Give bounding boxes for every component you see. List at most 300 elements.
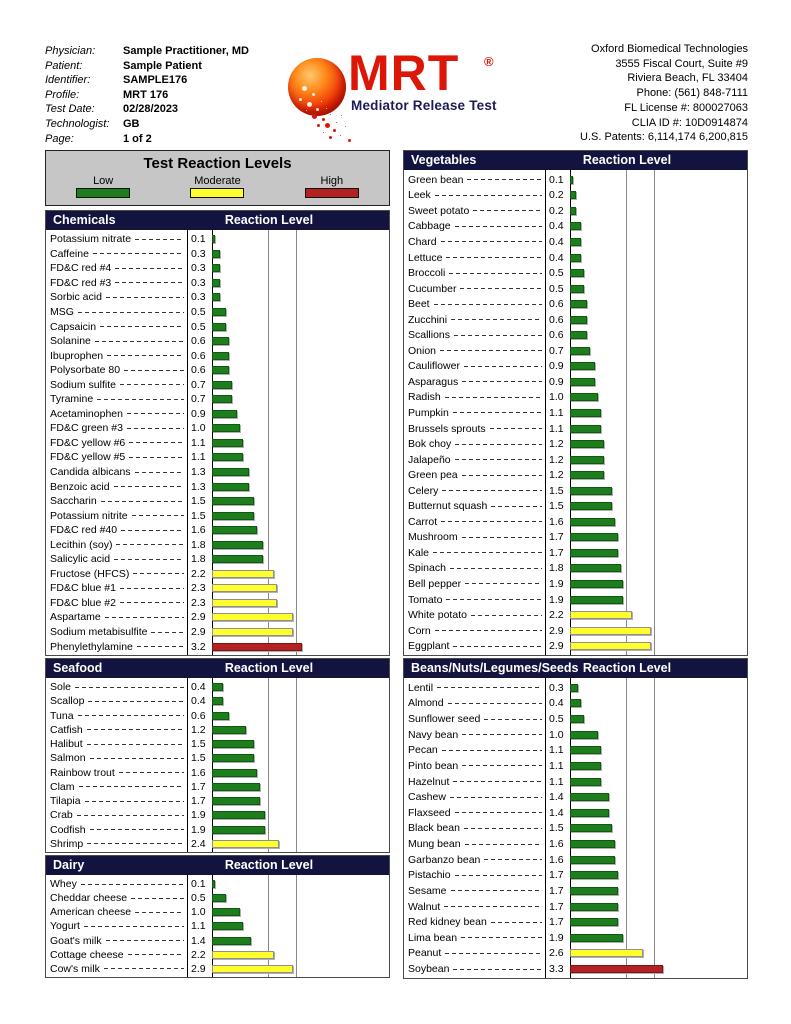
- item-name-cell: [404, 807, 545, 819]
- reaction-row: [46, 723, 389, 737]
- bar-cell: [212, 905, 389, 919]
- patient-info-row: [45, 59, 249, 74]
- left-column: [45, 210, 390, 980]
- dotted-leader: [115, 268, 184, 269]
- dotted-leader: [461, 937, 542, 938]
- item-name-cell: [404, 189, 545, 201]
- reaction-bar: [212, 880, 215, 888]
- item-name-cell: [46, 233, 187, 245]
- bar-cell: [212, 276, 389, 291]
- item-name: Green bean: [408, 173, 464, 186]
- reaction-bar: [212, 570, 274, 578]
- reaction-bar: [570, 627, 651, 635]
- item-name: Cheddar cheese: [50, 892, 128, 905]
- reaction-row: [46, 392, 389, 407]
- bar-cell: [570, 607, 747, 623]
- dotted-leader: [446, 257, 542, 258]
- item-value: 1.9: [549, 577, 564, 590]
- bar-cell: [212, 319, 389, 334]
- reaction-row: [46, 276, 389, 291]
- reaction-row: [46, 261, 389, 276]
- reaction-bar: [570, 887, 618, 895]
- section-chemicals: [45, 210, 390, 656]
- reaction-row: [404, 219, 747, 235]
- dotted-leader: [133, 573, 184, 574]
- section-header: [46, 856, 389, 875]
- reaction-bar: [212, 726, 246, 734]
- item-name-cell: [46, 892, 187, 904]
- item-name-cell: [46, 553, 187, 565]
- logo-text: MRT: [348, 45, 460, 101]
- dotted-leader: [106, 940, 184, 941]
- reaction-level-header: Reaction Level: [224, 661, 314, 675]
- reaction-level-header: Reaction Level: [582, 661, 672, 675]
- item-name-cell: [404, 531, 545, 543]
- dotted-leader: [454, 335, 542, 336]
- item-name-cell: [46, 878, 187, 890]
- patient-info-row: [45, 102, 249, 117]
- item-name: Potassium nitrite: [50, 509, 128, 522]
- item-name-cell: [404, 947, 545, 959]
- dotted-leader: [441, 521, 542, 522]
- reaction-bar: [212, 424, 240, 432]
- item-value: 0.1: [549, 173, 564, 186]
- item-name: Mung bean: [408, 838, 461, 851]
- dotted-leader: [433, 552, 542, 553]
- section-title: Chemicals: [53, 213, 116, 227]
- bar-cell: [570, 899, 747, 915]
- reaction-level-header: Reaction Level: [582, 153, 672, 167]
- bar-cell: [570, 680, 747, 696]
- dotted-leader: [451, 319, 542, 320]
- dotted-leader: [127, 413, 184, 414]
- company-line: Oxford Biomedical Technologies: [591, 43, 748, 55]
- reaction-bar: [212, 235, 215, 243]
- dotted-leader: [78, 312, 184, 313]
- reaction-row: [46, 436, 389, 451]
- bar-cell: [570, 374, 747, 390]
- bar-cell: [212, 891, 389, 905]
- reaction-row: [404, 530, 747, 546]
- reaction-bar: [570, 176, 573, 184]
- reaction-row: [404, 623, 747, 639]
- legend-item-high: [275, 175, 389, 198]
- reaction-bar: [570, 238, 581, 246]
- item-name: Fructose (HFCS): [50, 567, 130, 580]
- reaction-row: [404, 172, 747, 188]
- reaction-bar: [570, 425, 601, 433]
- dotted-leader: [442, 750, 542, 751]
- bar-cell: [212, 567, 389, 582]
- item-name: Kale: [408, 546, 430, 559]
- bar-cell: [570, 623, 747, 639]
- reaction-bar: [570, 533, 618, 541]
- legend-label-moderate: Moderate: [194, 175, 241, 187]
- reaction-bar: [212, 264, 220, 272]
- item-name-cell: [404, 220, 545, 232]
- reaction-bar: [212, 468, 249, 476]
- dotted-leader: [129, 442, 184, 443]
- reaction-bar: [212, 483, 249, 491]
- reaction-row: [46, 919, 389, 933]
- reaction-bar: [212, 894, 226, 902]
- item-value: 0.5: [549, 282, 564, 295]
- info-label: Physician:: [45, 45, 96, 57]
- reaction-bar: [570, 856, 615, 864]
- item-name-cell: [404, 682, 545, 694]
- item-name-cell: [404, 500, 545, 512]
- reaction-row: [46, 948, 389, 962]
- legend-swatch-moderate: [190, 188, 244, 198]
- reaction-bar: [212, 683, 223, 691]
- item-value: 0.4: [549, 220, 564, 233]
- reaction-row: [46, 247, 389, 262]
- reaction-row: [404, 250, 747, 266]
- bar-cell: [570, 188, 747, 204]
- reaction-row: [46, 407, 389, 422]
- dotted-leader: [115, 282, 184, 283]
- reaction-row: [404, 467, 747, 483]
- item-value: 3.3: [549, 963, 564, 976]
- item-name-cell: [46, 422, 187, 434]
- bar-cell: [570, 930, 747, 946]
- item-value: 0.4: [549, 235, 564, 248]
- reaction-bar: [570, 684, 578, 692]
- reaction-row: [46, 694, 389, 708]
- item-name: Scallions: [408, 329, 451, 342]
- item-name: Carrot: [408, 515, 438, 528]
- item-name: Pistachio: [408, 869, 451, 882]
- bar-cell: [212, 680, 389, 694]
- item-name-cell: [404, 838, 545, 850]
- reaction-row: [46, 610, 389, 625]
- item-name: Catfish: [50, 723, 83, 736]
- dotted-leader: [120, 588, 184, 589]
- dotted-leader: [491, 922, 542, 923]
- item-name-cell: [404, 174, 545, 186]
- reaction-bar: [212, 740, 254, 748]
- item-value: 2.9: [191, 962, 206, 975]
- reaction-row: [404, 961, 747, 977]
- reaction-row: [46, 639, 389, 654]
- reaction-bar: [570, 871, 618, 879]
- reaction-row: [46, 709, 389, 723]
- reaction-row: [404, 576, 747, 592]
- item-name: Almond: [408, 697, 444, 710]
- bar-cell: [570, 696, 747, 712]
- reaction-row: [46, 567, 389, 582]
- item-name: Pinto bean: [408, 759, 459, 772]
- company-line: FL License #: 800027063: [624, 101, 748, 114]
- item-value: 0.1: [191, 878, 206, 891]
- dotted-leader: [81, 884, 184, 885]
- item-name-cell: [46, 248, 187, 260]
- bar-cell: [212, 465, 389, 480]
- item-name-cell: [404, 547, 545, 559]
- dotted-leader: [455, 875, 542, 876]
- dotted-leader: [78, 715, 184, 716]
- item-name-cell: [46, 597, 187, 609]
- item-name-cell: [404, 776, 545, 788]
- bar-cell: [212, 639, 389, 654]
- bar-cell: [570, 498, 747, 514]
- reaction-bar: [212, 526, 257, 534]
- reaction-bar: [570, 840, 615, 848]
- dotted-leader: [101, 501, 184, 502]
- item-name: Goat's milk: [50, 934, 102, 947]
- reaction-bar: [570, 502, 612, 510]
- item-name-cell: [404, 252, 545, 264]
- bar-cell: [212, 794, 389, 808]
- item-name: Cow's milk: [50, 962, 100, 975]
- item-name-cell: [46, 408, 187, 420]
- reaction-row: [46, 232, 389, 247]
- item-value: 1.8: [549, 562, 564, 575]
- item-name-cell: [46, 767, 187, 779]
- reaction-row: [46, 377, 389, 392]
- item-name: Saccharin: [50, 495, 97, 508]
- dotted-leader: [450, 797, 542, 798]
- bar-cell: [570, 821, 747, 837]
- item-name-cell: [404, 423, 545, 435]
- bar-cell: [212, 334, 389, 349]
- bar-cell: [570, 805, 747, 821]
- item-name-cell: [404, 283, 545, 295]
- item-value: 0.6: [549, 313, 564, 326]
- dotted-leader: [453, 646, 542, 647]
- section-title: Dairy: [53, 858, 85, 872]
- reaction-row: [404, 789, 747, 805]
- bar-cell: [212, 737, 389, 751]
- reaction-row: [404, 946, 747, 962]
- item-value: 0.3: [191, 276, 206, 289]
- bar-cell: [570, 327, 747, 343]
- item-name: Candida albicans: [50, 466, 131, 479]
- reaction-row: [46, 934, 389, 948]
- item-name: MSG: [50, 306, 74, 318]
- bar-cell: [570, 946, 747, 962]
- dotted-leader: [441, 241, 542, 242]
- section-title: Beans/Nuts/Legumes/Seeds: [411, 661, 579, 675]
- item-name: American cheese: [50, 906, 132, 919]
- reaction-bar: [570, 487, 612, 495]
- reaction-row: [404, 758, 747, 774]
- bar-cell: [212, 610, 389, 625]
- item-name: Eggplant: [408, 640, 450, 653]
- bar-cell: [212, 392, 389, 407]
- dotted-leader: [453, 412, 542, 413]
- info-label: Identifier:: [45, 74, 91, 87]
- item-name: Mushroom: [408, 531, 458, 544]
- dotted-leader: [460, 288, 542, 289]
- item-name: FD&C yellow #6: [50, 436, 126, 449]
- reaction-bar: [570, 580, 623, 588]
- dotted-leader: [484, 859, 542, 860]
- reaction-bar: [570, 440, 604, 448]
- item-value: 2.2: [191, 567, 206, 580]
- item-name: Onion: [408, 344, 437, 357]
- dotted-leader: [464, 828, 542, 829]
- item-value: 0.7: [191, 393, 206, 406]
- reaction-row: [404, 883, 747, 899]
- item-name: Salicylic acid: [50, 553, 111, 566]
- bar-cell: [570, 452, 747, 468]
- reaction-row: [46, 680, 389, 694]
- item-value: 1.5: [191, 752, 206, 765]
- bar-cell: [212, 808, 389, 822]
- item-value: 0.6: [549, 298, 564, 311]
- dotted-leader: [445, 397, 542, 398]
- bar-cell: [570, 265, 747, 281]
- bar-cell: [212, 962, 389, 976]
- bar-cell: [212, 305, 389, 320]
- reaction-row: [46, 537, 389, 552]
- item-value: 0.6: [191, 335, 206, 348]
- dotted-leader: [90, 829, 184, 830]
- company-line: CLIA ID #: 10D0914874: [631, 116, 748, 129]
- bar-cell: [212, 751, 389, 765]
- right-column: [403, 150, 748, 981]
- reaction-bar: [212, 279, 220, 287]
- item-name: Radish: [408, 391, 441, 404]
- reaction-row: [404, 821, 747, 837]
- section-beans-nuts-legumes-seeds: [403, 658, 748, 979]
- bar-cell: [570, 234, 747, 250]
- reaction-row: [404, 421, 747, 437]
- item-name: Celery: [408, 484, 439, 497]
- reaction-bar: [212, 584, 277, 592]
- info-value: 02/28/2023: [123, 103, 179, 116]
- bar-cell: [570, 774, 747, 790]
- item-name-cell: [46, 350, 187, 362]
- item-name-cell: [404, 298, 545, 310]
- item-value: 1.5: [549, 484, 564, 497]
- reaction-row: [46, 319, 389, 334]
- bar-cell: [570, 250, 747, 266]
- bar-cell: [570, 203, 747, 219]
- section-header: [46, 211, 389, 230]
- dotted-leader: [132, 515, 184, 516]
- item-value: 1.1: [549, 422, 564, 435]
- item-name-cell: [46, 906, 187, 918]
- item-value: 1.1: [549, 775, 564, 788]
- reaction-row: [404, 203, 747, 219]
- reaction-level-header: Reaction Level: [224, 858, 314, 872]
- bar-cell: [570, 312, 747, 328]
- reaction-bar: [570, 699, 581, 707]
- dotted-leader: [131, 898, 184, 899]
- reaction-bar: [212, 937, 251, 945]
- item-value: 1.1: [549, 744, 564, 757]
- reaction-bar: [212, 965, 293, 973]
- reaction-bar: [212, 541, 263, 549]
- reaction-bar: [212, 599, 277, 607]
- item-name-cell: [46, 795, 187, 807]
- mrt-logo: [288, 45, 503, 144]
- reaction-row: [46, 494, 389, 509]
- bar-cell: [570, 421, 747, 437]
- bar-cell: [570, 576, 747, 592]
- item-name: Cauliflower: [408, 360, 460, 373]
- item-name: White potato: [408, 609, 467, 622]
- item-name: Butternut squash: [408, 500, 488, 513]
- item-name: Cabbage: [408, 220, 451, 233]
- reaction-bar: [212, 512, 254, 520]
- reaction-row: [46, 508, 389, 523]
- reaction-row: [46, 794, 389, 808]
- bar-cell: [212, 877, 389, 891]
- item-name: Garbanzo bean: [408, 853, 481, 866]
- section-body: [46, 230, 389, 655]
- reaction-row: [404, 836, 747, 852]
- reaction-bar: [570, 378, 595, 386]
- bar-cell: [212, 290, 389, 305]
- reaction-bar: [570, 949, 643, 957]
- reaction-row: [46, 780, 389, 794]
- reaction-bar: [212, 712, 229, 720]
- item-name: Capsaicin: [50, 320, 97, 333]
- reaction-bar: [570, 809, 609, 817]
- item-value: 1.0: [549, 391, 564, 404]
- reaction-row: [46, 581, 389, 596]
- reaction-bar: [570, 934, 623, 942]
- item-value: 0.3: [549, 681, 564, 694]
- item-name: Corn: [408, 624, 431, 637]
- item-name: Codfish: [50, 823, 86, 836]
- dotted-leader: [100, 326, 184, 327]
- item-value: 0.3: [191, 262, 206, 275]
- bar-cell: [570, 390, 747, 406]
- item-value: 1.7: [549, 916, 564, 929]
- item-value: 0.6: [549, 329, 564, 342]
- item-name: Potassium nitrate: [50, 233, 132, 246]
- item-name: Sodium metabisulfite: [50, 626, 148, 639]
- dotted-leader: [105, 617, 184, 618]
- bar-cell: [212, 780, 389, 794]
- item-name-cell: [404, 760, 545, 772]
- item-value: 2.9: [549, 624, 564, 637]
- item-value: 1.3: [191, 466, 206, 479]
- item-name-cell: [404, 205, 545, 217]
- item-value: 1.6: [549, 853, 564, 866]
- item-name-cell: [46, 539, 187, 551]
- item-name: Bok choy: [408, 438, 452, 451]
- item-name-cell: [404, 854, 545, 866]
- item-value: 1.7: [549, 884, 564, 897]
- item-value: 1.1: [191, 436, 206, 449]
- patient-info-row: [45, 117, 249, 132]
- item-value: 0.5: [549, 713, 564, 726]
- reaction-bar: [212, 453, 243, 461]
- bar-cell: [212, 625, 389, 640]
- item-name: Pecan: [408, 744, 438, 757]
- section-header: [404, 151, 747, 170]
- section-body: [404, 170, 747, 655]
- item-name: Brussels sprouts: [408, 422, 486, 435]
- reaction-row: [404, 638, 747, 654]
- item-value: 1.8: [191, 553, 206, 566]
- bar-cell: [212, 247, 389, 262]
- reaction-bar: [212, 613, 293, 621]
- reaction-bar: [570, 331, 587, 339]
- bar-cell: [212, 261, 389, 276]
- reaction-row: [404, 312, 747, 328]
- info-value: Sample Patient: [123, 59, 202, 72]
- item-value: 1.5: [191, 509, 206, 522]
- item-value: 1.6: [549, 838, 564, 851]
- bar-cell: [570, 592, 747, 608]
- item-name-cell: [404, 562, 545, 574]
